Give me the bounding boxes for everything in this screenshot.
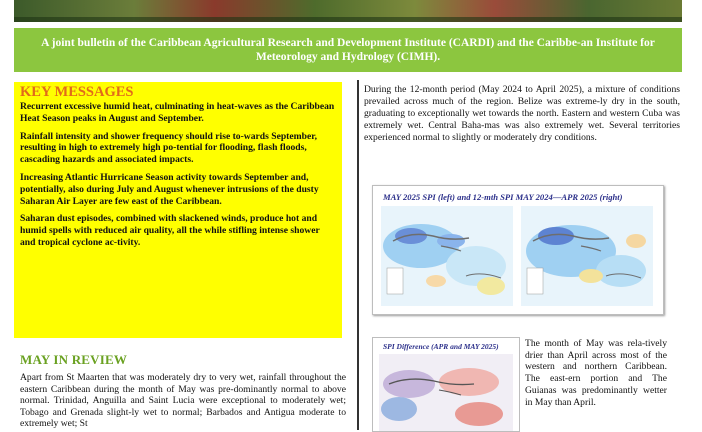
twelve-month-review-text: During the 12-month period (May 2024 to April 2025), a mixture of conditions prevailed across much of the region. Belize was extreme-ly dry in the south, graduating to exceptionally wet towards the north. Eastern and western Cuba was extremely wet. Central Baha-mas was also extremely wet. Several territories experienced normal to slightly or moderately dry conditions. (364, 84, 680, 144)
spi-may-2025-map (381, 206, 513, 306)
spi-difference-figure (372, 337, 520, 432)
key-message-item: Rainfall intensity and shower frequency should rise to-wards September, resulting in high to extremely high po-tential for flooding, flash floods, cascading hazards and associated impacts. (20, 130, 317, 166)
spi-maps-figure (372, 185, 664, 315)
key-message-item: Recurrent excessive humid heat, culminating in heat-waves as the Caribbean Heat Season peaks in August and September. (20, 101, 335, 124)
bulletin-header-text: A joint bulletin of the Caribbean Agricultural Research and Development Institute (CARDI) and the Caribbe-an Institute for Meteorology and Hydrology (CIMH). (41, 37, 655, 63)
header-photo-banner (14, 0, 682, 22)
may-in-review-heading: MAY IN REVIEW (20, 352, 128, 367)
may-vs-april-text: The month of May was rela-tively drier than April across most of the western and northern Caribbean. The east-ern portion and The Guianas was predominantly wetter in May than April. (525, 338, 667, 408)
key-message-item: Saharan dust episodes, combined with slackened winds, produce hot and humid spells with reduced air quality, all the while stifling intense shower and tropical cyclone ac-tivity. (20, 213, 320, 248)
spi-maps-caption: MAY 2025 SPI (left) and 12-mth SPI MAY 2024—APR 2025 (right) (383, 192, 623, 202)
may-in-review-text: Apart from St Maarten that was moderately dry to very wet, rainfall throughout the eastern Caribbean during the month of May was pre-dominantly normal to above normal. Trinidad, Anguilla and Saint Lucia were exceptional to moderately wet; Tobago and Grenada slight-ly wet to normal; Barbados and Antigua moderate to extremely wet; St (20, 372, 346, 430)
spi-difference-caption: SPI Difference (APR and MAY 2025) (383, 342, 499, 351)
key-messages-title: KEY MESSAGES (20, 84, 134, 100)
key-messages-box (14, 82, 342, 338)
column-divider (357, 80, 359, 430)
key-message-item: Increasing Atlantic Hurricane Season activity towards September and, potentially, also during July and August whenever intrusions of the dusty Saharan Air Layer are few east of the Caribbean. (20, 171, 319, 207)
spi-difference-map (379, 354, 513, 431)
spi-12-month-map (521, 206, 653, 306)
bulletin-header-bar (14, 28, 682, 72)
